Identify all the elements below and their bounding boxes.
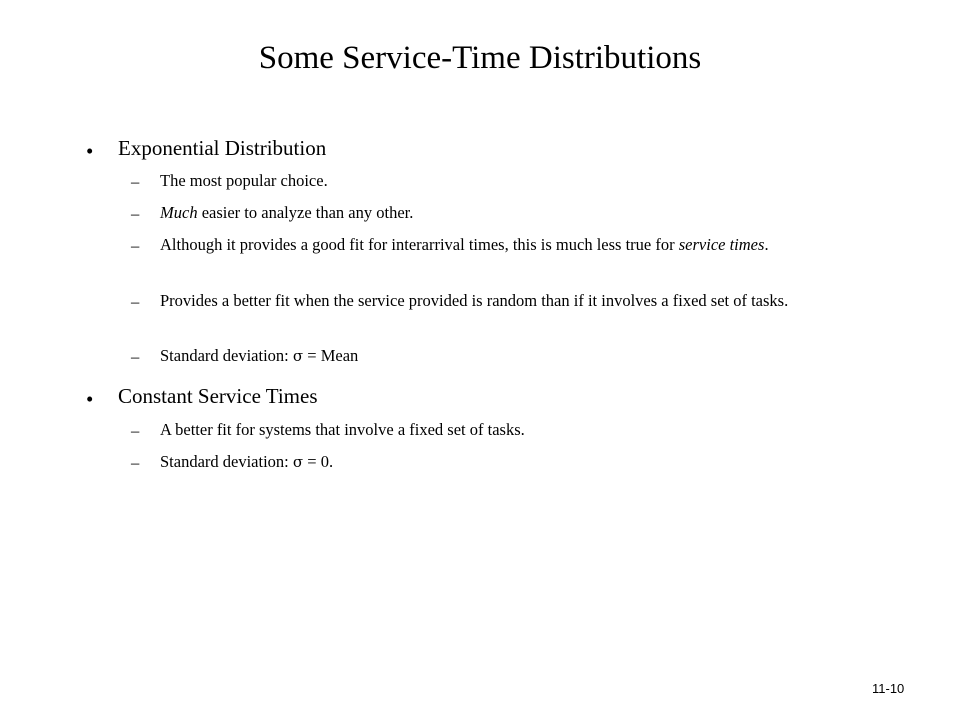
list-item	[160, 168, 880, 193]
sigma-symbol: σ	[292, 347, 304, 365]
list-item-text: Standard deviation:	[160, 346, 293, 365]
list-item	[160, 288, 880, 313]
list-item	[160, 449, 880, 475]
dash-marker: –	[131, 292, 140, 311]
list-item-text: = 0.	[303, 452, 334, 471]
list-item-text: = Mean	[303, 346, 359, 365]
section-heading-exponential: Exponential Distribution	[118, 136, 327, 160]
sigma-symbol: σ	[292, 453, 304, 471]
list-item	[160, 200, 880, 225]
list-item-text: Standard deviation:	[160, 452, 293, 471]
dash-marker: –	[131, 236, 140, 255]
emphasis-text: service times	[678, 235, 765, 254]
section-heading-constant: Constant Service Times	[118, 384, 318, 408]
list-item-text: The most popular choice.	[160, 171, 328, 190]
emphasis-text: Much	[160, 203, 198, 222]
list-item	[160, 343, 880, 369]
list-item-text: Although it provides a good fit for interarrival times, this is much less true for	[160, 235, 679, 254]
list-item-tail: .	[764, 235, 769, 254]
dash-marker: –	[131, 347, 140, 366]
list-item-text: A better fit for systems that involve a fixed set of tasks.	[160, 420, 525, 439]
bullet-marker: •	[86, 139, 94, 163]
list-item-text: easier to analyze than any other.	[197, 203, 414, 222]
list-item	[160, 417, 880, 442]
slide-number: 11-10	[872, 681, 905, 696]
bullet-marker: •	[86, 387, 94, 411]
list-item	[160, 232, 880, 257]
slide-title: Some Service-Time Distributions	[258, 40, 702, 76]
dash-marker: –	[131, 421, 140, 440]
dash-marker: –	[131, 453, 140, 472]
list-item-text: Provides a better fit when the service provided is random than if it involves a fixed set of tasks.	[160, 291, 789, 310]
dash-marker: –	[131, 172, 140, 191]
dash-marker: –	[131, 204, 140, 223]
